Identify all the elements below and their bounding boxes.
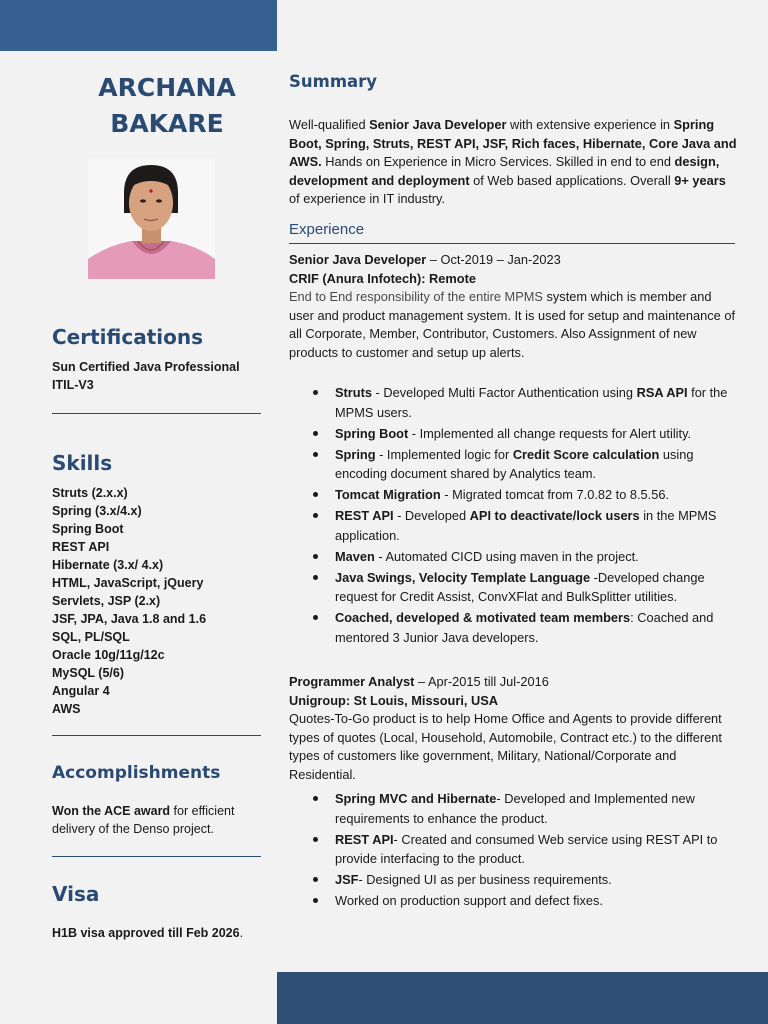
accomplishment-bold: Won the ACE award [52, 804, 171, 818]
job-description: End to End responsibility of the entire MPMS system which is member and user and product management system. It is used for setup and maintenance of all Corporate, Member, Contributor, Customers. Also Assignment of new products to customer and setup up alerts. [289, 289, 736, 360]
section-divider [52, 856, 261, 857]
certifications-heading: Certifications [52, 325, 203, 349]
list-item: Struts - Developed Multi Factor Authentication using RSA API for the MPMS users. [289, 383, 739, 422]
accomplishment-rest: for efficient delivery of the Denso project. [52, 804, 235, 836]
certification-item: Sun Certified Java Professional [52, 360, 240, 374]
visa-heading: Visa [52, 882, 100, 906]
skill-item: Oracle 10g/11g/12c [52, 648, 165, 662]
summary-text [289, 116, 739, 209]
bottom-accent-bar [277, 972, 768, 1024]
list-item: JSF- Designed UI as per business requirements. [289, 870, 739, 890]
name-line-2: BAKARE [110, 109, 224, 138]
summary-segment: Hands on Experience in Micro Services. Skilled in end to end [321, 154, 675, 169]
skill-item: HTML, JavaScript, jQuery [52, 576, 204, 590]
summary-segment: of experience in IT industry. [289, 191, 446, 206]
list-item: Java Swings, Velocity Template Language -Developed change request for Credit Assist, ConvXFlat and BulkSplitter utilities. [289, 568, 739, 607]
list-item: Tomcat Migration - Migrated tomcat from 7.0.82 to 8.5.56. [289, 485, 739, 505]
summary-segment: of Web based applications. Overall [469, 172, 675, 188]
job-1-header [289, 251, 739, 362]
summary-segment: with extensive experience in [506, 117, 674, 132]
job-dates: – Oct-2019 – Jan-2023 [426, 252, 561, 267]
skill-item: Hibernate (3.x/ 4.x) [52, 558, 164, 572]
skill-item: Spring Boot [52, 522, 124, 536]
section-divider [52, 735, 261, 736]
list-item: Spring MVC and Hibernate- Developed and Implemented new requirements to enhance the product. [289, 789, 739, 828]
skill-item: Struts (2.x.x) [52, 486, 128, 500]
list-item: Maven - Automated CICD using maven in the project. [289, 547, 739, 567]
list-item: Spring - Implemented logic for Credit Score calculation using encoding document shared by Analytics team. [289, 445, 739, 484]
summary-segment: Well-qualified [289, 117, 370, 132]
job-company: Unigroup: St Louis, Missouri, USA [289, 692, 499, 708]
skill-item: SQL, PL/SQL [52, 630, 130, 644]
accomplishments-heading: Accomplishments [52, 763, 221, 783]
job-description: Quotes-To-Go product is to help Home Office and Agents to provide different types of quotes (Local, Household, Automobile, Contract etc.) to the different types of customers like government, Military, National/Corporate and Residential. [289, 711, 722, 782]
job-2-header [289, 673, 739, 784]
list-item: REST API- Created and consumed Web service using REST API to provide interfacing to the product. [289, 830, 739, 869]
summary-heading: Summary [289, 72, 378, 91]
job-2-bullets [289, 789, 739, 912]
top-accent-bar [0, 0, 277, 51]
summary-segment: 9+ years [674, 172, 726, 188]
list-item: REST API - Developed API to deactivate/lock users in the MPMS application. [289, 506, 739, 545]
section-divider [52, 413, 261, 414]
skills-heading: Skills [52, 451, 113, 475]
candidate-name [52, 70, 282, 142]
certifications-list [52, 358, 240, 394]
skill-item: JSF, JPA, Java 1.8 and 1.6 [52, 612, 207, 626]
experience-divider [289, 243, 735, 244]
job-title: Senior Java Developer [289, 252, 427, 267]
summary-segment: Senior Java Developer [369, 117, 507, 132]
summary-segment: Spring Boot, Spring, Struts, REST API, JSF, Rich faces, Hibernate, Core Java and AWS. [289, 117, 737, 169]
job-1-title-line [289, 251, 739, 270]
skill-item: AWS [52, 702, 81, 716]
job-dates: – Apr-2015 till Jul-2016 [414, 674, 549, 689]
visa-bold: H1B visa approved till Feb 2026 [52, 926, 240, 940]
skill-item: Angular 4 [52, 684, 110, 698]
skills-list [52, 484, 206, 718]
job-title: Programmer Analyst [289, 674, 415, 689]
visa-text [52, 924, 243, 942]
profile-photo-illustration [88, 159, 215, 279]
list-item: Coached, developed & motivated team members: Coached and mentored 3 Junior Java developers. [289, 608, 739, 647]
job-company: CRIF (Anura Infotech): Remote [289, 270, 476, 286]
list-item: Spring Boot - Implemented all change requests for Alert utility. [289, 424, 739, 444]
experience-heading: Experience [289, 221, 365, 238]
skill-item: Spring (3.x/4.x) [52, 504, 142, 518]
profile-photo [88, 159, 215, 279]
certification-item: ITIL-V3 [52, 378, 94, 392]
name-line-1: ARCHANA [98, 73, 236, 102]
job-1-bullets [289, 383, 739, 649]
list-item: Worked on production support and defect fixes. [289, 891, 739, 911]
skill-item: REST API [52, 540, 110, 554]
skill-item: MySQL (5/6) [52, 666, 125, 680]
visa-rest: . [239, 926, 244, 940]
job-2-title-line [289, 673, 739, 692]
accomplishments-text [52, 802, 264, 838]
skill-item: Servlets, JSP (2.x) [52, 594, 161, 608]
summary-segment: design, development and deployment [289, 154, 720, 188]
